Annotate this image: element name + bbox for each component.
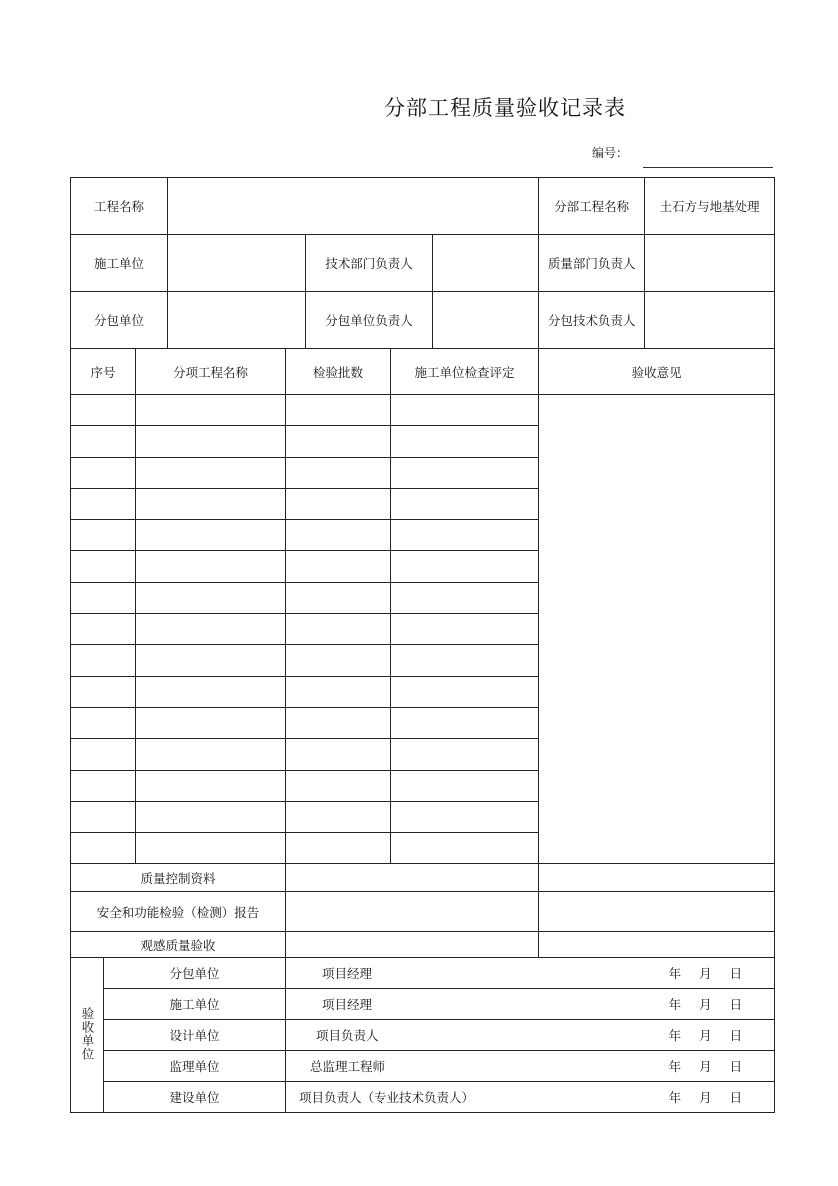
summary-label: 观感质量验收: [71, 932, 286, 958]
column-header-batch-count: 检验批数: [286, 349, 391, 395]
construction-unit-field[interactable]: [168, 235, 306, 292]
item-name-cell[interactable]: [136, 395, 286, 426]
batch-count-cell[interactable]: [286, 676, 391, 707]
signature-cell[interactable]: [286, 1082, 775, 1113]
seq-cell[interactable]: [71, 770, 136, 801]
evaluation-cell[interactable]: [391, 520, 539, 551]
evaluation-cell[interactable]: [391, 457, 539, 488]
seq-cell[interactable]: [71, 582, 136, 613]
evaluation-cell[interactable]: [391, 395, 539, 426]
batch-count-cell[interactable]: [286, 707, 391, 738]
item-name-cell[interactable]: [136, 770, 286, 801]
acceptance-units-label: [71, 958, 104, 1113]
tech-dept-head-label: 技术部门负责人: [306, 235, 433, 292]
evaluation-cell[interactable]: [391, 739, 539, 770]
item-name-cell[interactable]: [136, 645, 286, 676]
summary-opinion-cell[interactable]: [539, 932, 775, 958]
evaluation-cell[interactable]: [391, 426, 539, 457]
item-name-cell[interactable]: [136, 551, 286, 582]
batch-count-cell[interactable]: [286, 582, 391, 613]
seq-cell[interactable]: [71, 614, 136, 645]
batch-count-cell[interactable]: [286, 645, 391, 676]
signature-cell[interactable]: [286, 1051, 775, 1082]
evaluation-cell[interactable]: [391, 707, 539, 738]
batch-count-cell[interactable]: [286, 395, 391, 426]
seq-cell[interactable]: [71, 395, 136, 426]
evaluation-cell[interactable]: [391, 801, 539, 832]
batch-count-cell[interactable]: [286, 457, 391, 488]
role-label: 项目经理: [322, 997, 373, 1013]
signature-cell[interactable]: [286, 1020, 775, 1051]
acceptance-units-label-text: 验收单位: [80, 1006, 95, 1061]
item-name-cell[interactable]: [136, 707, 286, 738]
item-name-cell[interactable]: [136, 739, 286, 770]
summary-row: [71, 932, 775, 958]
item-name-cell[interactable]: [136, 582, 286, 613]
subcontractor-label: 分包单位: [71, 292, 168, 349]
date-label: 年 月 日: [668, 997, 743, 1013]
acceptance-record-table: [70, 177, 775, 1113]
code-label: 编号：: [592, 146, 629, 160]
seq-cell[interactable]: [71, 551, 136, 582]
batch-count-cell[interactable]: [286, 801, 391, 832]
evaluation-cell[interactable]: [391, 551, 539, 582]
batch-count-cell[interactable]: [286, 614, 391, 645]
evaluation-cell[interactable]: [391, 488, 539, 519]
project-name-field[interactable]: [168, 178, 539, 235]
date-label: 年 月 日: [668, 1028, 743, 1044]
summary-label: 质量控制资料: [71, 864, 286, 892]
item-name-cell[interactable]: [136, 457, 286, 488]
date-label: 年 月 日: [668, 1059, 743, 1075]
unit-name: 建设单位: [104, 1082, 286, 1113]
sub-project-name-value[interactable]: 土石方与地基处理: [645, 178, 775, 235]
item-name-cell[interactable]: [136, 614, 286, 645]
evaluation-cell[interactable]: [391, 645, 539, 676]
column-header-item-name: 分项工程名称: [136, 349, 286, 395]
summary-evaluation-cell[interactable]: [286, 864, 539, 892]
subcontractor-tech-head-field[interactable]: [645, 292, 775, 349]
seq-cell[interactable]: [71, 520, 136, 551]
signature-cell[interactable]: [286, 958, 775, 989]
evaluation-cell[interactable]: [391, 833, 539, 864]
seq-cell[interactable]: [71, 707, 136, 738]
unit-name: 施工单位: [104, 989, 286, 1020]
item-name-cell[interactable]: [136, 676, 286, 707]
unit-name: 设计单位: [104, 1020, 286, 1051]
column-header-opinion: 验收意见: [539, 349, 775, 395]
page-title: 分部工程质量验收记录表: [384, 96, 626, 120]
role-label: 总监理工程师: [310, 1059, 386, 1075]
acceptance-unit-row: [71, 989, 775, 1020]
acceptance-opinion-cell[interactable]: [539, 395, 775, 864]
seq-cell[interactable]: [71, 739, 136, 770]
item-name-cell[interactable]: [136, 426, 286, 457]
construction-unit-label: 施工单位: [71, 235, 168, 292]
role-label: 项目负责人: [316, 1028, 379, 1044]
table-row: [71, 395, 775, 426]
batch-count-cell[interactable]: [286, 520, 391, 551]
acceptance-unit-row: [71, 1020, 775, 1051]
batch-count-cell[interactable]: [286, 770, 391, 801]
role-label: 项目经理: [322, 966, 373, 982]
seq-cell[interactable]: [71, 457, 136, 488]
tech-dept-head-field[interactable]: [433, 235, 539, 292]
summary-label: 安全和功能检验（检测）报告: [71, 892, 286, 932]
item-name-cell[interactable]: [136, 801, 286, 832]
sub-project-name-label: 分部工程名称: [539, 178, 645, 235]
acceptance-unit-row: [71, 958, 775, 989]
summary-row: [71, 864, 775, 892]
subcontractor-head-label: 分包单位负责人: [306, 292, 433, 349]
batch-count-cell[interactable]: [286, 488, 391, 519]
seq-cell[interactable]: [71, 801, 136, 832]
evaluation-cell[interactable]: [391, 582, 539, 613]
seq-cell[interactable]: [71, 488, 136, 519]
code-field[interactable]: [643, 167, 773, 168]
evaluation-cell[interactable]: [391, 676, 539, 707]
evaluation-cell[interactable]: [391, 770, 539, 801]
seq-cell[interactable]: [71, 676, 136, 707]
item-name-cell[interactable]: [136, 520, 286, 551]
batch-count-cell[interactable]: [286, 833, 391, 864]
role-label: 项目负责人（专业技术负责人）: [299, 1090, 475, 1106]
seq-cell[interactable]: [71, 645, 136, 676]
date-label: 年 月 日: [668, 966, 743, 982]
acceptance-unit-row: [71, 1082, 775, 1113]
unit-name: 分包单位: [104, 958, 286, 989]
evaluation-cell[interactable]: [391, 614, 539, 645]
item-name-cell[interactable]: [136, 833, 286, 864]
summary-evaluation-cell[interactable]: [286, 932, 539, 958]
batch-count-cell[interactable]: [286, 551, 391, 582]
summary-evaluation-cell[interactable]: [286, 892, 539, 932]
date-label: 年 月 日: [668, 1090, 743, 1106]
signature-cell[interactable]: [286, 989, 775, 1020]
quality-dept-head-label: 质量部门负责人: [539, 235, 645, 292]
column-header-evaluation: 施工单位检查评定: [391, 349, 539, 395]
summary-row: [71, 892, 775, 932]
summary-opinion-cell[interactable]: [539, 892, 775, 932]
batch-count-cell[interactable]: [286, 739, 391, 770]
item-name-cell[interactable]: [136, 488, 286, 519]
subcontractor-head-field[interactable]: [433, 292, 539, 349]
seq-cell[interactable]: [71, 426, 136, 457]
quality-dept-head-field[interactable]: [645, 235, 775, 292]
acceptance-unit-row: [71, 1051, 775, 1082]
seq-cell[interactable]: [71, 833, 136, 864]
project-name-label: 工程名称: [71, 178, 168, 235]
summary-opinion-cell[interactable]: [539, 864, 775, 892]
subcontractor-field[interactable]: [168, 292, 306, 349]
column-header-seq: 序号: [71, 349, 136, 395]
batch-count-cell[interactable]: [286, 426, 391, 457]
subcontractor-tech-head-label: 分包技术负责人: [539, 292, 645, 349]
unit-name: 监理单位: [104, 1051, 286, 1082]
